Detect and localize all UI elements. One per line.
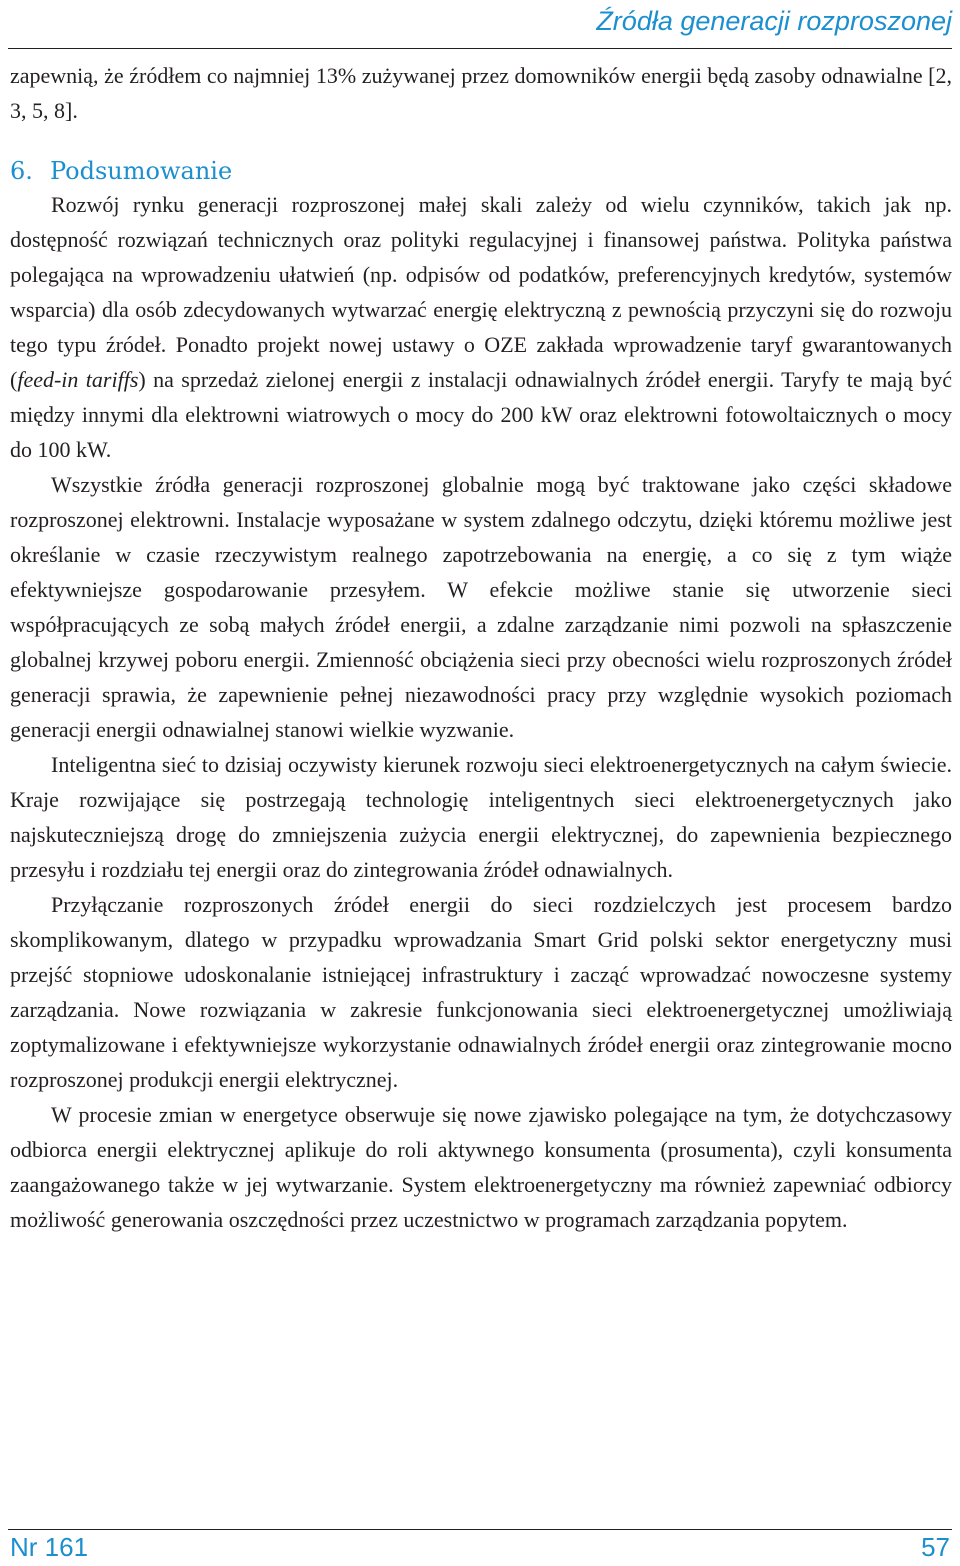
paragraph-4: Przyłączanie rozproszonych źródeł energii do sieci rozdzielczych jest procesem bardzo skomplikowanym, dlatego w przypadku wprowadzania Smart Grid polski sektor energetyczny musi przejść stopniowe udoskonalanie istniejącej infrastruktury i zacząć wprowadzać nowoczesne systemy zarządzania. Nowe rozwiązania w zakresie funkcjonowania sieci elektroenergetycznej umożliwiają zoptymalizowane i efektywniejsze wykorzystanie odnawialnych źródeł energii oraz zintegrowanie mocno rozproszonej produkcji energii elektrycznej.	[10, 892, 952, 1092]
section-number: 6.	[10, 157, 33, 185]
paragraph-1	[10, 187, 952, 467]
paragraph-1-part-a: Rozwój rynku generacji rozproszonej małej skali zależy od wielu czynników, takich jak np. dostępność rozwiązań technicznych oraz polityki regulacyjnej i finansowej państwa. Polityka państwa polegająca na wprowadzeniu ułatwień (np. odpisów od podatków, preferencyjnych kredytów, systemów wsparcia) dla osób zdecydowanych wytwarzać energię elektryczną z pewnością przyczyni się do rozwoju tego typu źródeł. Ponadto projekt nowej ustawy o OZE zakłada wprowadzenie taryf gwarantowanych (	[10, 192, 952, 392]
article-body	[10, 58, 952, 1237]
paragraph-intro: zapewnią, że źródłem co najmniej 13% zużywanej przez domowników energii będą zasoby odnawialne [2, 3, 5, 8].	[10, 63, 952, 123]
issue-number: Nr 161	[10, 1532, 89, 1562]
page-number: 57	[921, 1532, 950, 1562]
paragraph-1-part-b: ) na sprzedaż zielonej energii z instalacji odnawialnych źródeł energii. Taryfy te mają być między innymi dla elektrowni wiatrowych o mocy do 200 kW oraz elektrowni fotowoltaicznych o mocy do 100 kW.	[10, 367, 953, 462]
section-heading	[10, 155, 952, 187]
section-title: Podsumowanie	[50, 157, 233, 185]
footer-rule	[8, 1529, 952, 1530]
paragraph-5: W procesie zmian w energetyce obserwuje się nowe zjawisko polegające na tym, że dotychczasowy odbiorca energii elektrycznej aplikuje do roli aktywnego konsumenta (prosumenta), czyli konsumenta zaangażowanego także w jej wytwarzanie. System elektroenergetyczny ma również zapewniać odbiorcy możliwość generowania oszczędności przez uczestnictwo w programach zarządzania popytem.	[10, 1102, 952, 1232]
paragraph-1-italic: feed-in tariffs	[17, 367, 139, 392]
paragraph-2: Wszystkie źródła generacji rozproszonej globalnie mogą być traktowane jako części składowe rozproszonej elektrowni. Instalacje wyposażane w system zdalnego odczytu, dzięki któremu możliwe jest określanie w czasie rzeczywistym realnego zapotrzebowania na energię, a co się z tym wiąże efektywniejsze gospodarowanie przesyłem. W efekcie możliwe stanie się utworzenie sieci współpracujących ze sobą małych źródeł energii, a zdalne zarządzanie nimi pozwoli na spłaszczenie globalnej krzywej poboru energii. Zmienność obciążenia sieci przy obecności wielu rozproszonych źródeł generacji sprawia, że zapewnienie pełnej niezawodności pracy przy względnie wysokich poziomach generacji energii odnawialnej stanowi wielkie wyzwanie.	[10, 472, 952, 742]
paragraph-3: Inteligentna sieć to dzisiaj oczywisty kierunek rozwoju sieci elektroenergetycznych na całym świecie. Kraje rozwijające się postrzegają technologię inteligentnych sieci elektroenergetycznych jako najskuteczniejszą drogę do zmniejszenia zużycia energii elektrycznej, do zapewnienia bezpiecznego przesyłu i rozdziału tej energii oraz do zintegrowania źródeł odnawialnych.	[10, 752, 952, 882]
header-rule	[8, 48, 952, 49]
running-head: Źródła generacji rozproszonej	[596, 6, 952, 36]
